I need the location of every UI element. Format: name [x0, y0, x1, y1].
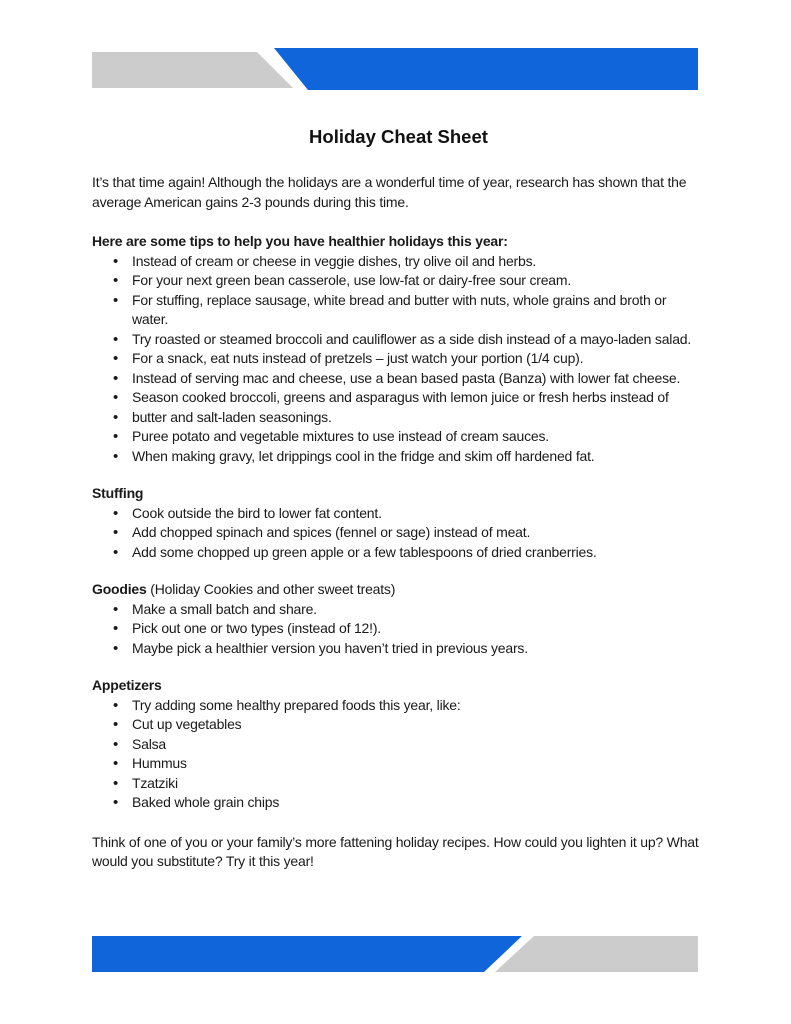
appetizers-list: [92, 696, 705, 813]
section-heading-text: Goodies: [92, 581, 147, 597]
footer-banner-blue-shape: [92, 936, 522, 972]
footer-banner: [0, 925, 791, 1024]
bullet-item: • butter and salt-laden seasonings.: [132, 408, 705, 428]
section-heading-stuffing: [92, 484, 705, 504]
bullet-item: • Add some chopped up green apple or a few tablespoons of dried cranberries.: [132, 543, 705, 563]
bullet-item: • For stuffing, replace sausage, white bread and butter with nuts, whole grains and broth or water.: [132, 291, 705, 330]
bullet-item: • Hummus: [132, 754, 705, 774]
footer-banner-gray-shape: [495, 936, 698, 972]
goodies-list: [92, 600, 705, 659]
tips-list: [92, 252, 705, 467]
bullet-item: • Season cooked broccoli, greens and asparagus with lemon juice or fresh herbs instead of: [132, 388, 705, 408]
document-body: [92, 0, 705, 872]
bullet-item: • For your next green bean casserole, use low-fat or dairy-free sour cream.: [132, 271, 705, 291]
bullet-item: • Pick out one or two types (instead of 12!).: [132, 619, 705, 639]
bullet-item: • Try adding some healthy prepared foods this year, like:: [132, 696, 705, 716]
bullet-item: • When making gravy, let drippings cool in the fridge and skim off hardened fat.: [132, 447, 705, 467]
bullet-item: • Instead of cream or cheese in veggie dishes, try olive oil and herbs.: [132, 252, 705, 272]
document-title: Holiday Cheat Sheet: [309, 126, 488, 147]
bullet-item: • Cook outside the bird to lower fat content.: [132, 504, 705, 524]
bullet-item: • Make a small batch and share.: [132, 600, 705, 620]
bullet-item: • Salsa: [132, 735, 705, 755]
bullet-item: • Cut up vegetables: [132, 715, 705, 735]
section-heading-suffix: (Holiday Cookies and other sweet treats): [146, 581, 396, 597]
section-heading-goodies: [92, 580, 705, 600]
section-heading-appetizers: [92, 676, 705, 696]
stuffing-list: [92, 504, 705, 563]
section-heading-text: Stuffing: [92, 485, 144, 501]
bullet-item: • Add chopped spinach and spices (fennel or sage) instead of meat.: [132, 523, 705, 543]
bullet-item: • For a snack, eat nuts instead of pretzels – just watch your portion (1/4 cup).: [132, 349, 705, 369]
bullet-item: • Try roasted or steamed broccoli and cauliflower as a side dish instead of a mayo-laden salad.: [132, 330, 705, 350]
closing-paragraph: Think of one of you or your family’s more fattening holiday recipes. How could you lighten it up? What would you substitute? Try it this year!: [92, 833, 699, 869]
intro-paragraph: It’s that time again! Although the holidays are a wonderful time of year, research has shown that the average American gains 2-3 pounds during this time.: [92, 174, 687, 210]
bullet-item: • Tzatziki: [132, 774, 705, 794]
tips-heading: Here are some tips to help you have healthier holidays this year:: [92, 233, 508, 249]
bullet-item: • Maybe pick a healthier version you haven’t tried in previous years.: [132, 639, 705, 659]
bullet-item: • Baked whole grain chips: [132, 793, 705, 813]
bullet-item: • Puree potato and vegetable mixtures to use instead of cream sauces.: [132, 427, 705, 447]
bullet-item: • Instead of serving mac and cheese, use a bean based pasta (Banza) with lower fat cheese.: [132, 369, 705, 389]
section-heading-text: Appetizers: [92, 677, 162, 693]
